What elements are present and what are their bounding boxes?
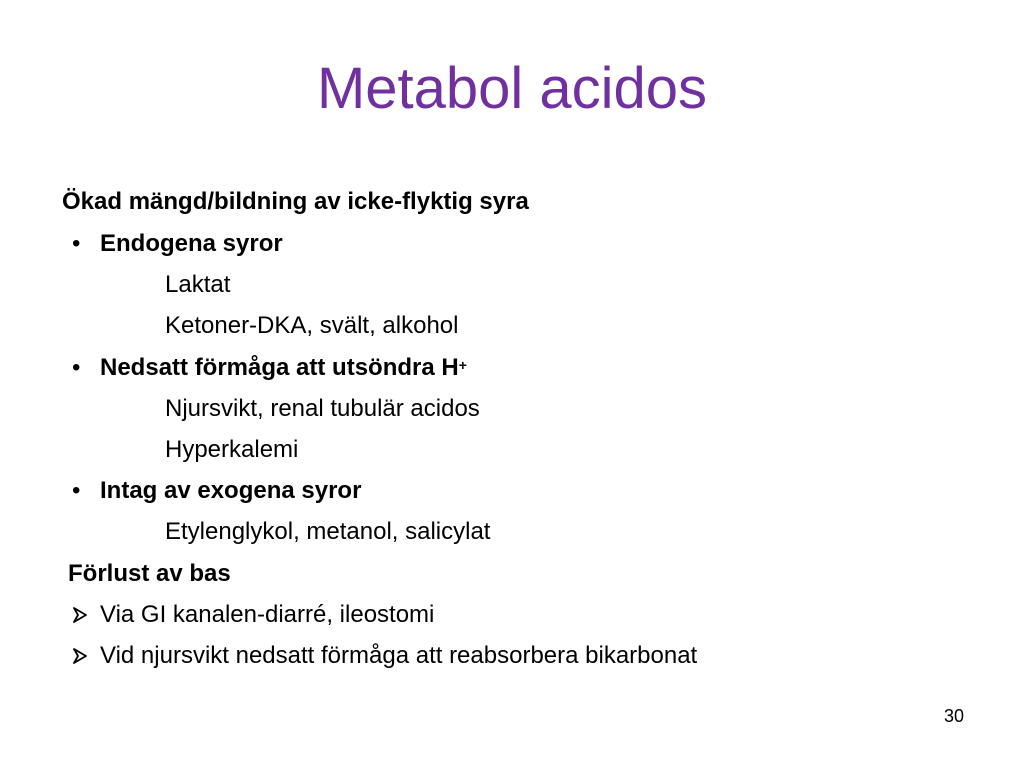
arrow-item-gi-loss: Via GI kanalen-diarré, ileostomi [100, 601, 435, 628]
superscript-plus: + [458, 357, 467, 373]
bullet-label: Nedsatt förmåga att utsöndra H [100, 354, 459, 381]
bullet-reduced-h-excretion [100, 354, 467, 382]
bullet-exogenous-acids: Intag av exogena syror [100, 477, 362, 504]
sub-item-lactate: Laktat [165, 271, 231, 298]
bullet-icon: • [72, 477, 81, 504]
arrow-bullet-icon [70, 601, 90, 629]
bullet-icon: • [72, 230, 81, 257]
sub-item-hyperkalemia: Hyperkalemi [165, 436, 299, 463]
bullet-endogenous-acids: Endogena syror [100, 230, 283, 257]
page-number: 30 [943, 706, 964, 726]
bullet-icon: • [72, 354, 81, 381]
arrow-bullet-icon [70, 642, 90, 670]
sub-item-renal-failure: Njursvikt, renal tubulär acidos [165, 395, 480, 422]
sub-item-ethylene-glycol: Etylenglykol, metanol, salicylat [165, 518, 491, 545]
section-heading-acid-increase: Ökad mängd/bildning av icke-flyktig syra [62, 188, 529, 215]
section-heading-base-loss: Förlust av bas [68, 560, 231, 587]
sub-item-ketones: Ketoner-DKA, svält, alkohol [165, 312, 459, 339]
arrow-item-renal-bicarbonate: Vid njursvikt nedsatt förmåga att reabsorbera bikarbonat [100, 642, 698, 669]
slide-title: Metabol acidos [316, 56, 708, 121]
